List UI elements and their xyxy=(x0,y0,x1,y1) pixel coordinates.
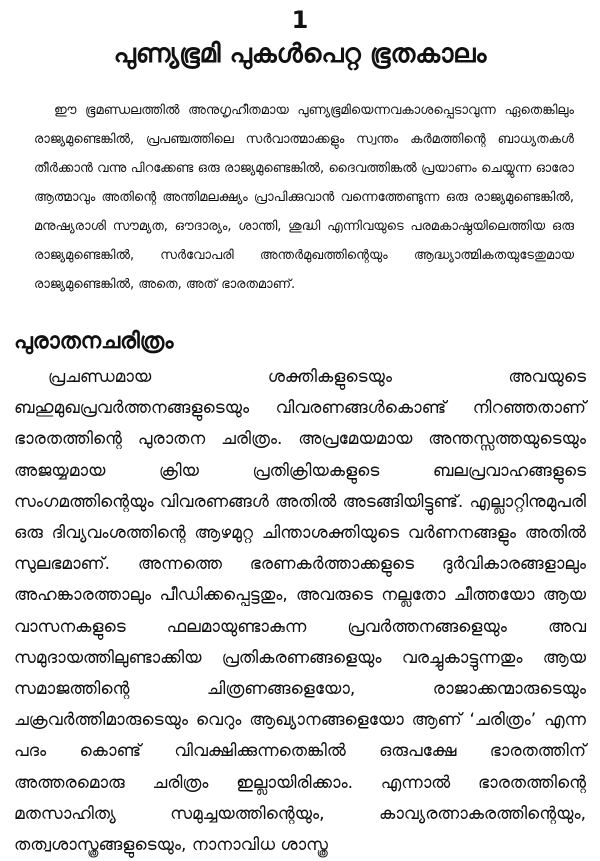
intro-paragraph: ഈ ഭൂമണ്ഡലത്തിൽ അനുഗൃഹീതമായ പുണ്യഭൂമിയെന്നവകാശപ്പെടാവുന്ന ഏതെങ്കിലും രാജ്യമുണ്ടെങ്കിൽ, പ്രപഞ്ചത്തിലെ സർവാത്മാക്കളും സ്വന്തം കർമത്തിന്റെ ബാധ്യതകൾ തീർക്കാൻ വന്നു പിറക്കേണ്ട ഒരു രാജ്യമുണ്ടെങ്കിൽ, ദൈവത്തിങ്കൽ പ്രയാണം ചെയ്യുന്ന ഓരോ ആത്മാവും അതിന്റെ അന്തിമലക്ഷ്യം പ്രാപിക്കുവാൻ വന്നെത്തേണ്ടുന്ന ഒരു രാജ്യമുണ്ടെങ്കിൽ, മനുഷ്യരാശി സൗമ്യത, ഔദാര്യം, ശാന്തി, ശുദ്ധി എന്നിവയുടെ പരമകാഷ്ഠയിലെത്തിയ ഒരു രാജ്യമുണ്ടെങ്കിൽ, സർവോപരി അന്തർമുഖത്തിന്റെയും ആദ്ധ്യാത്മികതയുടേതുമായ രാജ്യമുണ്ടെങ്കിൽ, അതെ, അത് ഭാരതമാണ്. xyxy=(34,103,574,292)
section-heading: പുരാതനചരിത്രം xyxy=(14,329,174,354)
body-paragraph: പ്രചണ്ഡമായ ശക്തികളുടെയും അവയുടെ ബഹുമുഖപ്രവർത്തനങ്ങളുടെയും വിവരണങ്ങൾകൊണ്ട് നിറഞ്ഞതാണ് ഭാരതത്തിന്റെ പുരാതന ചരിത്രം. അപ്രമേയമായ അന്തസ്സത്തയുടെയും അജയ്യമായ ക്രിയ പ്രതിക്രിയകളുടെ ബലപ്രവാഹങ്ങളുടെ സംഗമത്തിന്റെയും വിവരണങ്ങൾ അതിൽ അടങ്ങിയിട്ടുണ്ട്. എല്ലാറ്റിനുമുപരി ഒരു ദിവ്യവംശത്തിന്റെ ആഴമുറ്റ ചിന്താശക്തിയുടെ വർണനങ്ങളും അതിൽ സുലഭമാണ്. അന്നത്തെ ഭരണകർത്താക്കളുടെ ദുർവികാരങ്ങളാലും അഹങ്കാരത്താലും പീഡിക്കപ്പെട്ടതും, അവരുടെ നല്ലതോ ചീത്തയോ ആയ വാസനകളുടെ ഫലമായുണ്ടാകുന്ന പ്രവർത്തനങ്ങളെയും അവ സമുദായത്തിലുണ്ടാക്കിയ പ്രതികരണങ്ങളെയും വരച്ചുകാട്ടുന്നതും ആയ സമാജത്തിന്റെ ചിത്രണങ്ങളെയോ, രാജാക്കന്മാരുടെയും ചക്രവർത്തിമാരുടെയും വെറും ആഖ്യാനങ്ങളെയോ ആണ് ‘ചരിത്രം’ എന്ന പദം കൊണ്ട് വിവക്ഷിക്കുന്നതെങ്കിൽ ഒരുപക്ഷേ ഭാരതത്തിന് അത്തരമൊരു ചരിത്രം ഇല്ലായിരിക്കാം. എന്നാൽ ഭാരതത്തിന്റെ മതസാഹിത്യ സമുച്ചയത്തിന്റെയും, കാവ്യരത്നാകരത്തിന്റെയും, തത്വശാസ്ത്രങ്ങളുടെയും, നാനാവിധ ശാസ്ത്ര xyxy=(14,367,586,856)
chapter-number: 1 xyxy=(291,6,309,34)
chapter-title: പുണ്യഭൂമി പുകൾപെറ്റ ഭൂതകാലം xyxy=(113,39,487,69)
